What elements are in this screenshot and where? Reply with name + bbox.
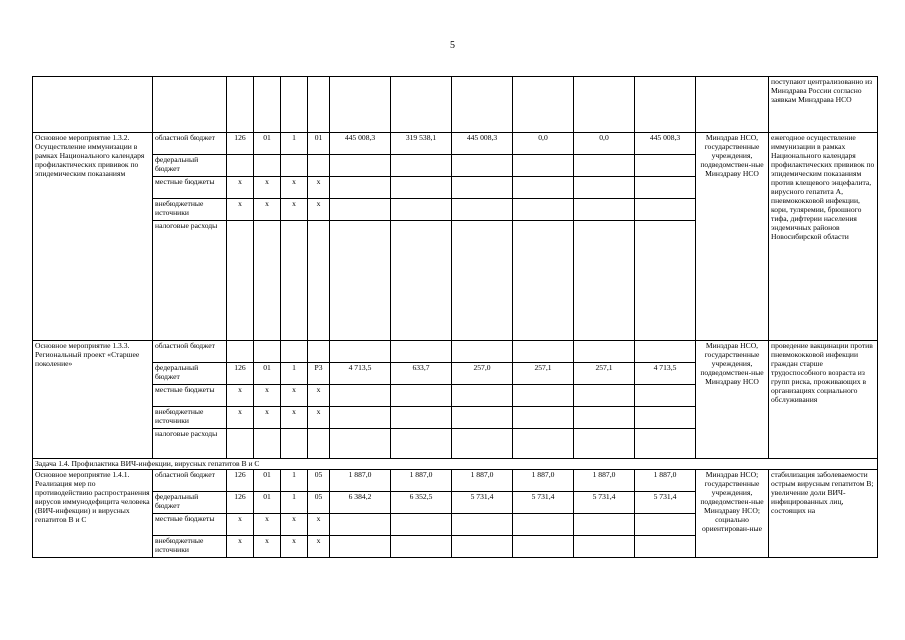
amount-cell	[574, 407, 635, 429]
budget-code: P3	[308, 363, 330, 385]
budget-code: 126	[227, 133, 254, 155]
amount-cell	[513, 177, 574, 199]
budget-code	[227, 155, 254, 177]
amount-cell: 1 887,0	[330, 470, 391, 492]
amount-cell	[574, 177, 635, 199]
executor: Минздрав НСО, государственные учреждения, подведомствен-ные Минздраву НСО	[696, 341, 769, 459]
amount-cell: 1 887,0	[513, 470, 574, 492]
budget-code: 05	[308, 470, 330, 492]
budget-code: x	[281, 536, 308, 558]
amount-cell: 445 008,3	[635, 133, 696, 155]
amount-cell	[513, 407, 574, 429]
funding-source: федеральный бюджет	[153, 492, 227, 514]
amount-cell	[330, 341, 391, 363]
expected-result: стабилизация заболеваемости острым вирусным гепатитом В; увеличение доли ВИЧ-инфицированных лиц, состоящих на	[769, 470, 878, 558]
activity-name: Основное мероприятие 1.3.3. Региональный проект «Старшее поколение»	[33, 341, 153, 459]
expected-result: поступают централизованно из Минздрава России согласно заявкам Минздрава НСО	[769, 77, 878, 133]
amount-cell: 5 731,4	[513, 492, 574, 514]
activity-name: Основное мероприятие 1.4.1. Реализация мер по противодействию распространения вирусов иммунодефицита человека (ВИЧ-инфекции) и вирусных гепатитов В и С	[33, 470, 153, 558]
budget-code: x	[227, 514, 254, 536]
budget-code: x	[308, 199, 330, 221]
amount-cell	[391, 221, 452, 341]
amount-cell	[391, 155, 452, 177]
budget-code: x	[308, 514, 330, 536]
budget-code: x	[254, 385, 281, 407]
amount-cell	[452, 155, 513, 177]
amount-cell	[574, 155, 635, 177]
funding-source: местные бюджеты	[153, 514, 227, 536]
amount-cell	[635, 407, 696, 429]
budget-code: x	[281, 514, 308, 536]
amount-cell	[513, 385, 574, 407]
budget-code: 01	[254, 133, 281, 155]
amount-cell: 1 887,0	[574, 470, 635, 492]
amount-cell: 5 731,4	[452, 492, 513, 514]
budget-code	[281, 429, 308, 459]
budget-code: x	[281, 385, 308, 407]
amount-cell	[391, 199, 452, 221]
budget-code: x	[308, 177, 330, 199]
budget-code	[227, 429, 254, 459]
budget-code	[227, 341, 254, 363]
expected-result: проведение вакцинации против пневмококковой инфекции граждан старше трудоспособного возраста из групп риска, проживающих в организациях социального обслуживания	[769, 341, 878, 459]
budget-code: 1	[281, 492, 308, 514]
budget-code	[308, 221, 330, 341]
amount-cell	[635, 221, 696, 341]
budget-code	[281, 221, 308, 341]
budget-code	[254, 429, 281, 459]
funding-source: местные бюджеты	[153, 177, 227, 199]
table-row	[33, 133, 878, 155]
budget-code: x	[227, 407, 254, 429]
budget-code: x	[227, 177, 254, 199]
amount-cell	[574, 199, 635, 221]
amount-cell: 4 713,5	[635, 363, 696, 385]
funding-source: областной бюджет	[153, 133, 227, 155]
budget-code: x	[227, 385, 254, 407]
task-row	[33, 459, 878, 470]
amount-cell	[391, 514, 452, 536]
amount-cell: 257,1	[574, 363, 635, 385]
amount-cell	[391, 536, 452, 558]
amount-cell	[391, 385, 452, 407]
amount-cell	[391, 407, 452, 429]
expected-result: ежегодное осуществление иммунизации в рамках Национального календаря профилактических прививок по эпидемическим показаниям против клещевого энцефалита, вирусного гепатита А, пневмококковой инфекции, кори, туляремии, брюшного тифа, дифтерии населения эндемичных районов Новосибирской области	[769, 133, 878, 341]
amount-cell	[635, 385, 696, 407]
budget-code: 01	[254, 363, 281, 385]
funding-source: местные бюджеты	[153, 385, 227, 407]
amount-cell	[391, 177, 452, 199]
amount-cell	[513, 536, 574, 558]
budget-code: 01	[254, 492, 281, 514]
amount-cell	[513, 155, 574, 177]
amount-cell: 6 352,5	[391, 492, 452, 514]
funding-source: налоговые расходы	[153, 429, 227, 459]
amount-cell: 0,0	[574, 133, 635, 155]
budget-code	[254, 221, 281, 341]
budget-code: 126	[227, 470, 254, 492]
amount-cell	[330, 199, 391, 221]
amount-cell	[635, 177, 696, 199]
funding-source: федеральный бюджет	[153, 363, 227, 385]
amount-cell	[330, 155, 391, 177]
budget-code: x	[227, 536, 254, 558]
budget-code: x	[308, 385, 330, 407]
amount-cell: 319 538,1	[391, 133, 452, 155]
budget-code: 126	[227, 363, 254, 385]
budget-code	[308, 155, 330, 177]
amount-cell	[574, 221, 635, 341]
budget-code: x	[254, 514, 281, 536]
amount-cell: 445 008,3	[452, 133, 513, 155]
amount-cell: 445 008,3	[330, 133, 391, 155]
executor: Минздрав НСО, государственные учреждения, подведомствен-ные Минздраву НСО	[696, 133, 769, 341]
amount-cell	[330, 514, 391, 536]
budget-code: x	[308, 407, 330, 429]
amount-cell: 1 887,0	[391, 470, 452, 492]
funding-source: областной бюджет	[153, 470, 227, 492]
budget-code: x	[281, 199, 308, 221]
amount-cell	[574, 341, 635, 363]
amount-cell: 6 384,2	[330, 492, 391, 514]
amount-cell	[574, 536, 635, 558]
amount-cell	[574, 429, 635, 459]
amount-cell	[452, 407, 513, 429]
amount-cell	[452, 199, 513, 221]
amount-cell	[574, 385, 635, 407]
funding-source: внебюджетные источники	[153, 199, 227, 221]
amount-cell	[513, 429, 574, 459]
budget-code: x	[254, 199, 281, 221]
page-number: 5	[450, 40, 455, 51]
budget-code	[281, 341, 308, 363]
program-table	[32, 76, 878, 558]
amount-cell	[574, 514, 635, 536]
activity-name: Основное мероприятие 1.3.2. Осуществление иммунизации в рамках Национального календаря профилактических прививок по эпидемическим показаниям	[33, 133, 153, 341]
budget-code	[308, 341, 330, 363]
amount-cell	[513, 221, 574, 341]
amount-cell	[330, 385, 391, 407]
amount-cell: 257,1	[513, 363, 574, 385]
budget-code: 1	[281, 470, 308, 492]
budget-code: x	[227, 199, 254, 221]
table-row	[33, 341, 878, 363]
budget-code: 1	[281, 133, 308, 155]
budget-code: 01	[308, 133, 330, 155]
amount-cell	[635, 155, 696, 177]
amount-cell	[513, 514, 574, 536]
funding-source: внебюджетные источники	[153, 536, 227, 558]
amount-cell	[635, 514, 696, 536]
amount-cell: 1 887,0	[452, 470, 513, 492]
budget-code: x	[281, 177, 308, 199]
amount-cell	[391, 429, 452, 459]
budget-code: 126	[227, 492, 254, 514]
amount-cell	[635, 429, 696, 459]
amount-cell	[330, 407, 391, 429]
funding-source: внебюджетные источники	[153, 407, 227, 429]
amount-cell: 5 731,4	[574, 492, 635, 514]
funding-source: областной бюджет	[153, 341, 227, 363]
budget-code	[308, 429, 330, 459]
amount-cell	[452, 429, 513, 459]
budget-code: 01	[254, 470, 281, 492]
amount-cell	[513, 341, 574, 363]
amount-cell: 633,7	[391, 363, 452, 385]
amount-cell	[452, 514, 513, 536]
amount-cell	[330, 429, 391, 459]
amount-cell	[330, 221, 391, 341]
budget-code: x	[281, 407, 308, 429]
budget-code: x	[308, 536, 330, 558]
budget-code	[254, 155, 281, 177]
budget-code	[254, 341, 281, 363]
amount-cell	[452, 536, 513, 558]
amount-cell	[635, 199, 696, 221]
budget-code	[227, 221, 254, 341]
executor: Минздрав НСО; государственные учреждения, подведомствен-ные Минздраву НСО; социально ориентирован-ные	[696, 470, 769, 558]
budget-code: x	[254, 407, 281, 429]
task-title: Задача 1.4. Профилактика ВИЧ-инфекции, вирусных гепатитов В и С	[33, 459, 878, 470]
budget-code: x	[254, 536, 281, 558]
budget-code: 1	[281, 363, 308, 385]
amount-cell	[513, 199, 574, 221]
amount-cell: 5 731,4	[635, 492, 696, 514]
amount-cell	[330, 177, 391, 199]
funding-source: налоговые расходы	[153, 221, 227, 341]
amount-cell: 257,0	[452, 363, 513, 385]
funding-source: федеральный бюджет	[153, 155, 227, 177]
amount-cell: 1 887,0	[635, 470, 696, 492]
table-row	[33, 77, 878, 133]
table-row	[33, 470, 878, 492]
budget-code: x	[254, 177, 281, 199]
amount-cell	[452, 177, 513, 199]
amount-cell	[452, 221, 513, 341]
budget-code: 05	[308, 492, 330, 514]
amount-cell	[635, 341, 696, 363]
amount-cell	[635, 536, 696, 558]
amount-cell	[330, 536, 391, 558]
amount-cell: 0,0	[513, 133, 574, 155]
budget-code	[281, 155, 308, 177]
amount-cell: 4 713,5	[330, 363, 391, 385]
amount-cell	[391, 341, 452, 363]
amount-cell	[452, 341, 513, 363]
amount-cell	[452, 385, 513, 407]
